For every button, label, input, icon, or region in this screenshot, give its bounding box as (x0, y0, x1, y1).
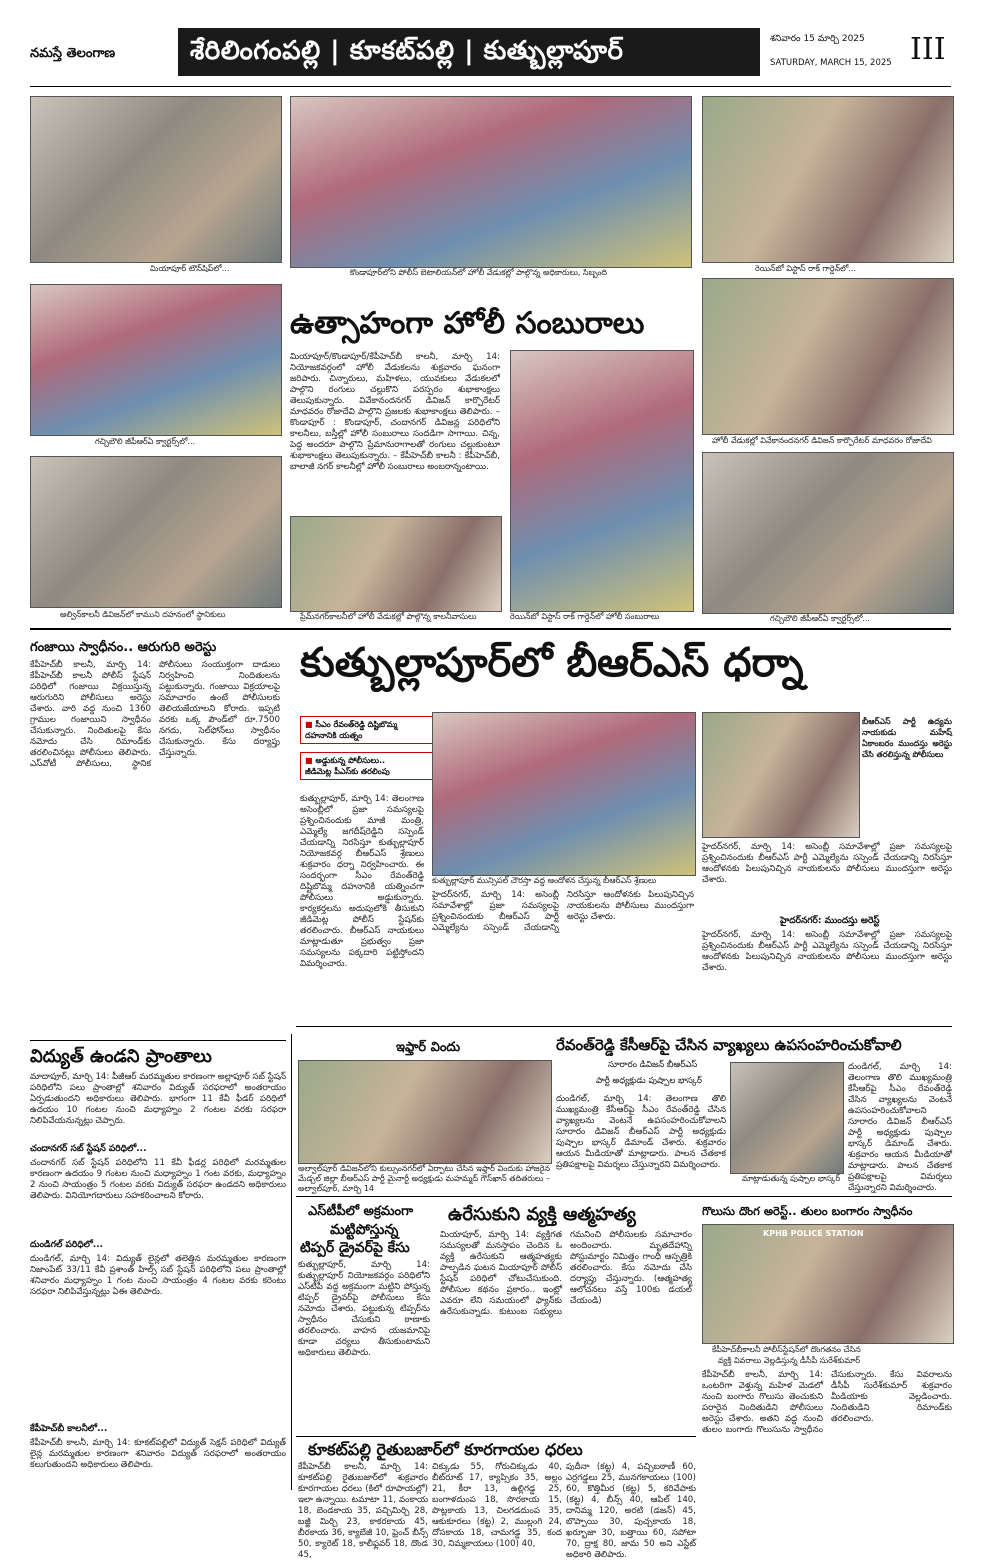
holi-caption-8: రెయిన్‌బో విస్టాస్ రాక్ గార్డెన్‌లో హోలీ సంబురాలు (510, 612, 660, 621)
rythu-headline: కూకట్‌పల్లి రైతుబజార్‌లో కూరగాయల ధరలు (308, 1440, 583, 1459)
holi-photo-premnagar (290, 516, 502, 612)
chain-caption-b: వ్యక్తి వివరాలు వెల్లడిస్తున్న డీసీపీ సురేశ్‌కుమార్ (718, 1356, 861, 1365)
brs-tag-2-a: అడ్డుకున్న పోలీసులు.. (315, 756, 386, 765)
brs-photo-dharna (432, 712, 696, 876)
brs-tag-1 (300, 716, 434, 744)
iftar-caption: అల్వాల్‌పూర్ డివిజన్‌లోని కుల్సుంనగర్‌లో ఏర్పాటు చేసిన ఇఫ్తార్ విందుకు హాజరైన మేడ్చల్ జిల్లా బీఆర్‌ఎస్ పార్టీ మైనార్టీ అధ్యక్షుడు మహమ్మద్ గౌస్‌ఖాన్ తదితరులు – అల్వాల్‌పూర్, మార్చి 14 (298, 1164, 550, 1193)
brs-photo-caption: కుత్బుల్లాపూర్ మున్సిపల్ చౌరస్తా వద్ద ఆందోళన చేస్తున్న బీఆర్‌ఎస్ శ్రేణులు (432, 876, 657, 885)
iftar-photo (298, 1060, 552, 1164)
holi-caption-6: అల్విన్‌కాలనీ డివిజన్‌లో కాముని దహనంలో స్థానికులు (60, 610, 226, 619)
brs-side-body-2-text: హైదర్‌నగర్, మార్చి 14: అసెంబ్లీ సమావేశాల్లో ప్రజా సమస్యలపై ప్రశ్నించినందుకు బీఆర్‌ఎస్ పార్టీ ఎమ్మెల్యేను సస్పెండ్ చేయడాన్ని నిరసిస్తూ ఆందోళనకు పిలుపునిచ్చిన నాయకులను పోలీసులు ముందస్తుగా అరెస్టు చేశారు. (702, 930, 952, 973)
holi-photo-corporator (702, 278, 954, 435)
holi-caption-9: గచ్చిబౌలి జీపీఆర్‌ఏ క్వార్టర్స్‌లో... (770, 614, 871, 623)
revanth-photo (730, 1062, 844, 1174)
suicide-body: మియాపూర్, మార్చి 14: వ్యక్తిగత సమస్యలతో మనస్తాపం చెందిన ఓ వ్యక్తి ఉరేసుకుని ఆత్మహత్యకు పాల్పడిన ఘటన మియాపూర్ పోలీస్ స్టేషన్ పరిధిలో చోటుచేసుకుంది. పోలీసుల కథనం ప్రకారం.. ఇంట్లో ఎవరూ లేని సమయంలో ఫ్యాన్‌కు ఉరేసుకున్నాడు. కుటుంబ సభ్యులు గమనించి పోలీసులకు సమాచారం అందించారు. మృతదేహాన్ని పోస్టుమార్టం నిమిత్తం గాంధీ ఆస్పత్రికి తరలించారు. కేసు నమోదు చేసి దర్యాప్తు చేస్తున్నారు. (ఆత్మహత్య ఆలోచనలు వస్తే 100కు డయల్ చేయండి) (440, 1230, 692, 1317)
holi-bottom-rule (30, 628, 951, 630)
brs-tag-1-a: సీఎం రేవంత్‌రెడ్డి దిష్టిబొమ్మ (315, 720, 398, 729)
brs-tag-1-b: దహనానికి యత్నం (305, 731, 363, 740)
holi-caption-4: గచ్చిబౌలి జీపీఆర్‌ఏ క్వార్టర్స్‌లో... (95, 437, 196, 446)
tipper-headline-b: మట్టిపోస్తున్న (330, 1222, 399, 1238)
power-sub-1: చందానగర్ సబ్ స్టేషన్ పరిధిలో... (30, 1144, 147, 1154)
suicide-headline: ఉరేసుకుని వ్యక్తి ఆత్మహత్య (448, 1204, 636, 1225)
tipper-body: కుత్బుల్లాపూర్, మార్చి 14: కుత్బుల్లాపూర్ నియోజకవర్గం పరిధిలోని ఎస్‌టీపీ వద్ద అక్రమంగా మట్టిని పోస్తున్న టిప్పర్ డ్రైవర్‌పై పోలీసులు కేసు నమోదు చేశారు. పట్టుకున్న టిప్పర్‌ను స్వాధీనం చేసుకుని ఠాణాకు తరలించారు. వాహన యజమానిపై కూడా చర్యలు తీసుకుంటామని అధికారులు తెలిపారు. (298, 1260, 430, 1358)
iftar-headline: ఇఫ్తార్ విందు (396, 1040, 461, 1055)
power-sub-2: దుండిగల్ పరిధిలో... (30, 1240, 104, 1250)
paper-name: నమస్తే తెలంగాణ (30, 46, 116, 61)
page-number: III (910, 32, 946, 67)
holi-body: మియాపూర్/కొండాపూర్/కేపీహెచ్‌బీ కాలనీ, మార్చి 14: నియోజకవర్గంలో హోలీ వేడుకలను శుక్రవారం ఘనంగా జరిపారు. చిన్నారులు, మహిళలు, యువకులు వేడుకలలో పాల్గొని రంగులు చల్లుకొని పరస్పరం శుభాకాంక్షలు తెలుపుకున్నారు. వివేకానందనగర్ డివిజన్ కార్పొరేటర్ మాధవరం రోజాదేవి పాల్గొని ప్రజలకు శుభాకాంక్షలు తెలిపారు. – కొండాపూర్ : కొండాపూర్, చందానగర్ డివిజన్ల పరిధిలోని కాలనీలు, బస్తీల్లో హోలీ సంబురాలు సందడిగా సాగాయి. చిన్న, పెద్ద అందరూ పాల్గొని ప్రేమానురాగాలతో రంగులు చల్లుకుంటూ శుభాకాంక్షలు తెలుపుకున్నారు. – కేపీహెచ్‌బీ కాలనీ : కేపీహెచ్‌బీ, బాలాజీ నగర్ కాలనీల్లో హోలీ సంబురాలు అంబరాన్నంటాయి. (290, 352, 500, 472)
holi-photo-rainbow-vistas (702, 96, 954, 263)
brs-tag-2-b: జీడిమెట్ల పీఎస్‌కు తరలింపు (305, 767, 390, 776)
holi-headline: ఉత్సాహంగా హోలీ సంబురాలు (290, 306, 645, 341)
power-body-1: మాదాపూర్, మార్చి 14: పీజీఆర్ మరమ్మతుల కారణంగా అల్లాపూర్ సబ్ స్టేషన్ పరిధిలోని పలు ప్రాంతాల్లో శనివారం విద్యుత్ సరఫరాలో అంతరాయం ఏర్పడుతుందని అధికారులు తెలిపారు. భాగంగా 11 కేవీ ఫీడర్ పరిధిలో ఉదయం 10 గంటల నుంచి మధ్యాహ్నం 2 గంటల వరకు సరఫరా నిలిపివేయనున్నట్లు చెప్పారు. (30, 1072, 286, 1126)
chain-headline: గొలుసు దొంగ అరెస్ట్.. తులం బంగారం స్వాధీనం (702, 1204, 913, 1218)
brs-body: కుత్బుల్లాపూర్, మార్చి 14: తెలంగాణ అసెంబ్లీలో ప్రజా సమస్యలపై ప్రశ్నించినందుకు మాజీ మంత్రి, ఎమ్మెల్యే జగదీష్‌రెడ్డిని సస్పెండ్ చేయడాన్ని నిరసిస్తూ కుత్బుల్లాపూర్ నియోజకవర్గ బీఆర్‌ఎస్ శ్రేణులు శుక్రవారం ధర్నా నిర్వహించారు. ఈ సందర్భంగా సీఎం రేవంత్‌రెడ్డి దిష్టిబొమ్మ దహనానికి యత్నించగా పోలీసులు అడ్డుకున్నారు. కార్యకర్తలను అదుపులోకి తీసుకుని జీడిమెట్ల పోలీస్ స్టేషన్‌కు తరలించారు. బీఆర్‌ఎస్ నాయకులు మాట్లాడుతూ ప్రభుత్వం ప్రజా సమస్యలను పక్కదారి పట్టిస్తోందని విమర్శించారు. (300, 794, 424, 969)
iftar-bottom-rule (296, 1196, 952, 1197)
masthead-rule (30, 86, 951, 87)
holi-photo-kamuni-dahanam (30, 456, 282, 608)
column-divider (291, 1034, 292, 1490)
rythu-col-1: కేపీహెచ్‌బీ కాలనీ, మార్చి 14: కూకట్‌పల్లి రైతుబజార్‌లో శుక్రవారం కూరగాయల ధరలు (కిలో రూపాయల్లో) ఇలా ఉన్నాయి. టమాటా 11, వంకాయ 18, బెండకాయ 35, పచ్చిమిర్చి 28, బజ్జీ మిర్చి 23, కాకరకాయ 45, బీరకాయ 36, క్యాబేజీ 10, ఫ్రెంచ్ బీన్స్ 50, క్యారెట్ 18, కాలీఫ్లవర్ 18, దొండ 45, (298, 1462, 428, 1560)
revanth-body-continued (848, 1062, 952, 1193)
brs-side-caption: బీఆర్‌ఎస్ పార్టీ ఉద్యమ నాయకుడు మహేష్ ఏకాంబరం ముందస్తు అరెస్టు చేసి తరలిస్తున్న పోలీసులు (862, 717, 952, 759)
holi-photo-rock-garden (510, 350, 694, 612)
holi-caption-1: మియాపూర్ టౌన్‌షిప్‌లో... (150, 264, 230, 273)
power-sub-3: కేపీహెచ్‌బీ కాలనీలో... (30, 1424, 108, 1434)
brs-side-body-2 (702, 930, 952, 1016)
section-title-bar (178, 28, 760, 76)
revanth-body: దుండిగల్, మార్చి 14: తెలంగాణ తొలి ముఖ్యమంత్రి కేసీఆర్‌పై సీఎం రేవంత్‌రెడ్డి చేసిన వ్యాఖ్యలను వెంటనే ఉపసంహరించుకోవాలని సూరారం డివిజన్ బీఆర్‌ఎస్ పార్టీ అధ్యక్షుడు పుష్పాల భాస్కర్ డిమాండ్ చేశారు. శుక్రవారం ఆయన మీడియాతో మాట్లాడారు. పాలన చేతకాక ప్రతిపక్షాలపై విమర్శలు చేస్తున్నారని విమర్శించారు. (556, 1094, 726, 1170)
revanth-headline: రేవంత్‌రెడ్డి కేసీఆర్‌పై చేసిన వ్యాఖ్యలు ఉపసంహరించుకోవాలి (556, 1036, 902, 1054)
masthead (30, 28, 951, 78)
brs-photo-arrest (702, 712, 860, 838)
rythu-col-2: చిక్కుడు 55, గోరుచిక్కుడు 40, బీట్‌రూట్ 17, క్యాప్సికం 35, అల్లం 21, కీరా 13, ఉల్లిగడ్డ 25, బంగాళదుంప 18, సొరకాయ 15, పొట్లకాయ 13, చిలగడదుంప 35, ఆకుకూరలు (కట్ట) 2, ముల్లంగి 24, దోసకాయ 18, చామగడ్డ 35, కంద 30, నిమ్మకాయలు (100) 40, (432, 1462, 562, 1549)
brs-headline: కుత్బుల్లాపూర్‌లో బీఆర్‌ఎస్ ధర్నా (300, 640, 804, 686)
tipper-headline-c: టిప్పర్ డ్రైవర్‌పై కేసు (300, 1240, 410, 1256)
ganja-body: కేపీహెచ్‌బీ కాలనీ, మార్చి 14: కేపీహెచ్‌బీ కాలనీ పోలీస్ స్టేషన్ పరిధిలో గంజాయి విక్రయిస్తున్న ఆరుగురిని పోలీసులు అరెస్టు చేశారు. వారి వద్ద నుంచి 1360 గ్రాముల గంజాయిని స్వాధీనం చేసుకున్నారు. నిందితులపై కేసు నమోదు చేసి రిమాండ్‌కు తరలించినట్లు పోలీసులు తెలిపారు. ఎస్‌వోటీ పోలీసులు, స్థానిక పోలీసులు సంయుక్తంగా దాడులు నిర్వహించి నిందితులను పట్టుకున్నారు. గంజాయి విక్రయాలపై సమాచారం ఉంటే పోలీసులకు తెలియజేయాలని కోరారు. ఇప్పటి వరకు ఒక్క పౌండ్‌లో రూ.7500 నగదు, సెల్‌ఫోన్‌లు స్వాధీనం చేసుకున్నారు. కేసు దర్యాప్తు చేస్తున్నారు. (30, 660, 280, 769)
revanth-sub-a: సూరారం డివిజన్ బీఆర్‌ఎస్ (608, 1060, 698, 1070)
bullet-icon: ■ (305, 720, 316, 729)
brs-bottom-rule (296, 1026, 952, 1027)
brs-body-continued (432, 890, 694, 1016)
date-english: SATURDAY, MARCH 15, 2025 (770, 58, 892, 68)
bullet-icon: ■ (305, 756, 316, 765)
station-sign: KPHB POLICE STATION (763, 1229, 864, 1238)
chain-photo (702, 1224, 954, 1344)
ganja-headline: గంజాయి స్వాధీనం.. ఆరుగురి అరెస్టు (30, 640, 217, 655)
revanth-sub-b: పార్టీ అధ్యక్షుడు పుష్పాల భాస్కర్ (596, 1076, 702, 1086)
date-telugu: శనివారం 15 మార్చి 2025 (770, 34, 865, 44)
power-headline: విద్యుత్ ఉండని ప్రాంతాలు (30, 1046, 212, 1067)
holi-photo-gachibowli-2 (702, 452, 954, 614)
mid-bottom-rule (296, 1436, 696, 1437)
holi-caption-7: ప్రేమ్‌నగర్‌కాలనీలో హోలీ వేడుకల్లో పాల్గొన్న కాలనీవాసులు (300, 612, 477, 621)
revanth-body-repeat: దుండిగల్, మార్చి 14: తెలంగాణ తొలి ముఖ్యమంత్రి కేసీఆర్‌పై సీఎం రేవంత్‌రెడ్డి చేసిన వ్యాఖ్యలను వెంటనే ఉపసంహరించుకోవాలని సూరారం డివిజన్ బీఆర్‌ఎస్ పార్టీ అధ్యక్షుడు పుష్పాల భాస్కర్ డిమాండ్ చేశారు. శుక్రవారం ఆయన మీడియాతో మాట్లాడారు. పాలన చేతకాక ప్రతిపక్షాలపై విమర్శలు చేస్తున్నారని విమర్శించారు. (848, 1062, 952, 1193)
power-body-2: చందానగర్ సబ్ స్టేషన్ పరిధిలోని 11 కేవీ ఫీడర్ల పరిధిలో మరమ్మతుల కారణంగా ఉదయం 9 గంటల నుంచి మధ్యాహ్నం 1 గంట వరకు, మధ్యాహ్నం 2 నుంచి సాయంత్రం 5 గంటల వరకు విద్యుత్ సరఫరా ఉండదని అధికారులు తెలిపారు. వినియోగదారులు సహకరించాలని కోరారు. (30, 1158, 286, 1201)
holi-photo-miyapur (30, 96, 282, 263)
power-top-rule (30, 1040, 286, 1041)
tipper-headline-a: ఎస్‌టీపీలో అక్రమంగా (308, 1204, 414, 1219)
brs-side-body: హైదర్‌నగర్, మార్చి 14: అసెంబ్లీ సమావేశాల్లో ప్రజా సమస్యలపై ప్రశ్నించినందుకు బీఆర్‌ఎస్ పార్టీ ఎమ్మెల్యేను సస్పెండ్ చేయడాన్ని నిరసిస్తూ ఆందోళనకు పిలుపునిచ్చిన నాయకులను పోలీసులు ముందస్తుగా అరెస్టు చేశారు. (702, 842, 952, 885)
holi-photo-police-battalion (290, 96, 692, 268)
brs-body-repeat: హైదర్‌నగర్, మార్చి 14: అసెంబ్లీ సమావేశాల్లో ప్రజా సమస్యలపై ప్రశ్నించినందుకు బీఆర్‌ఎస్ పార్టీ ఎమ్మెల్యేను సస్పెండ్ చేయడాన్ని నిరసిస్తూ ఆందోళనకు పిలుపునిచ్చిన నాయకులను పోలీసులు ముందస్తుగా అరెస్టు చేశారు. (432, 890, 694, 933)
section-title: శేరిలింగంపల్లి | కూకట్‌పల్లి | కుత్బుల్లాపూర్ (190, 36, 624, 66)
chain-caption-a: కేపీహెచ్‌బీకాలనీ పోలీస్‌స్టేషన్‌లో దొంగతనం చేసిన (712, 1345, 861, 1354)
chain-body: కేపీహెచ్‌బీ కాలనీ, మార్చి 14: ఒంటరిగా వెళ్తున్న మహిళ మెడలో నుంచి బంగారు గొలుసు తెంచుకుని పరారైన నిందితుడిని పోలీసులు అరెస్టు చేశారు. అతని వద్ద నుంచి తులం బంగారు గొలుసును స్వాధీనం చేసుకున్నారు. కేసు వివరాలను డీసీపీ సురేశ్‌కుమార్ శుక్రవారం మీడియాకు వెల్లడించారు. నిందితుడిని రిమాండ్‌కు తరలించారు. (702, 1370, 952, 1435)
brs-tag-2 (300, 752, 434, 780)
holi-caption-2: కొండాపూర్‌లోని పోలీస్ బెటాలియన్‌లో హోలీ వేడుకల్లో పాల్గొన్న అధికారులు, సిబ్బంది (350, 268, 608, 277)
rythu-col-3: పుదీనా (కట్ట) 4, పచ్చిబఠాణీ 60, ఎర్రగడ్డలు 25, మునగకాయలు (100) 60, కొత్తిమీర (కట్ట) 5, కరివేపాకు (కట్ట) 4, బీన్స్ 40, ఆపిల్ 140, దానిమ్మ 120, అరటి (డజన్) 45, బొప్పాయి 30, పుచ్చకాయ 18, ఖర్బూజా 30, బత్తాయి 60, సపోటా 70, ద్రాక్ష 80, జామ 50 అని ఎస్టేట్ అధికారి తెలిపారు. (566, 1462, 696, 1560)
holi-caption-5: హోలీ వేడుకల్లో వివేకానందనగర్ డివిజన్ కార్పొరేటర్ మాధవరం రోజాదేవి (712, 436, 932, 445)
brs-side-sub: హైదర్‌నగర్: ముందస్తు అరెస్ట్ (780, 916, 880, 926)
holi-photo-gachibowli-1 (30, 284, 282, 436)
holi-caption-3: రెయిన్‌బో విస్టాస్ రాక్ గార్డెన్‌లో... (755, 264, 857, 273)
power-body-4: కేపీహెచ్‌బీ కాలనీ, మార్చి 14: కూకట్‌పల్లిలో విద్యుత్ సెక్షన్ పరిధిలో విద్యుత్ లైన్ల మరమ్మతుల కారణంగా శనివారం విద్యుత్ సరఫరాలో అంతరాయం కలుగుతుందని అధికారులు తెలిపారు. (30, 1438, 286, 1470)
revanth-caption: మాట్లాడుతున్న పుష్పాల భాస్కర్ (742, 1174, 841, 1183)
power-body-3: దుండిగల్, మార్చి 14: విద్యుత్ లైన్లలో తలెత్తిన మరమ్మతుల కారణంగా నిజాంపేట్ 33/11 కేవీ ప్రశాంత్ హిల్స్ సబ్ స్టేషన్ పరిధిలోని పలు ప్రాంతాల్లో శనివారం మధ్యాహ్నం 1 గంట నుంచి సాయంత్రం 4 గంటల వరకు కరెంటు సరఫరా నిలిపివేస్తున్నట్లు ఏఈ తెలిపారు. (30, 1254, 286, 1297)
